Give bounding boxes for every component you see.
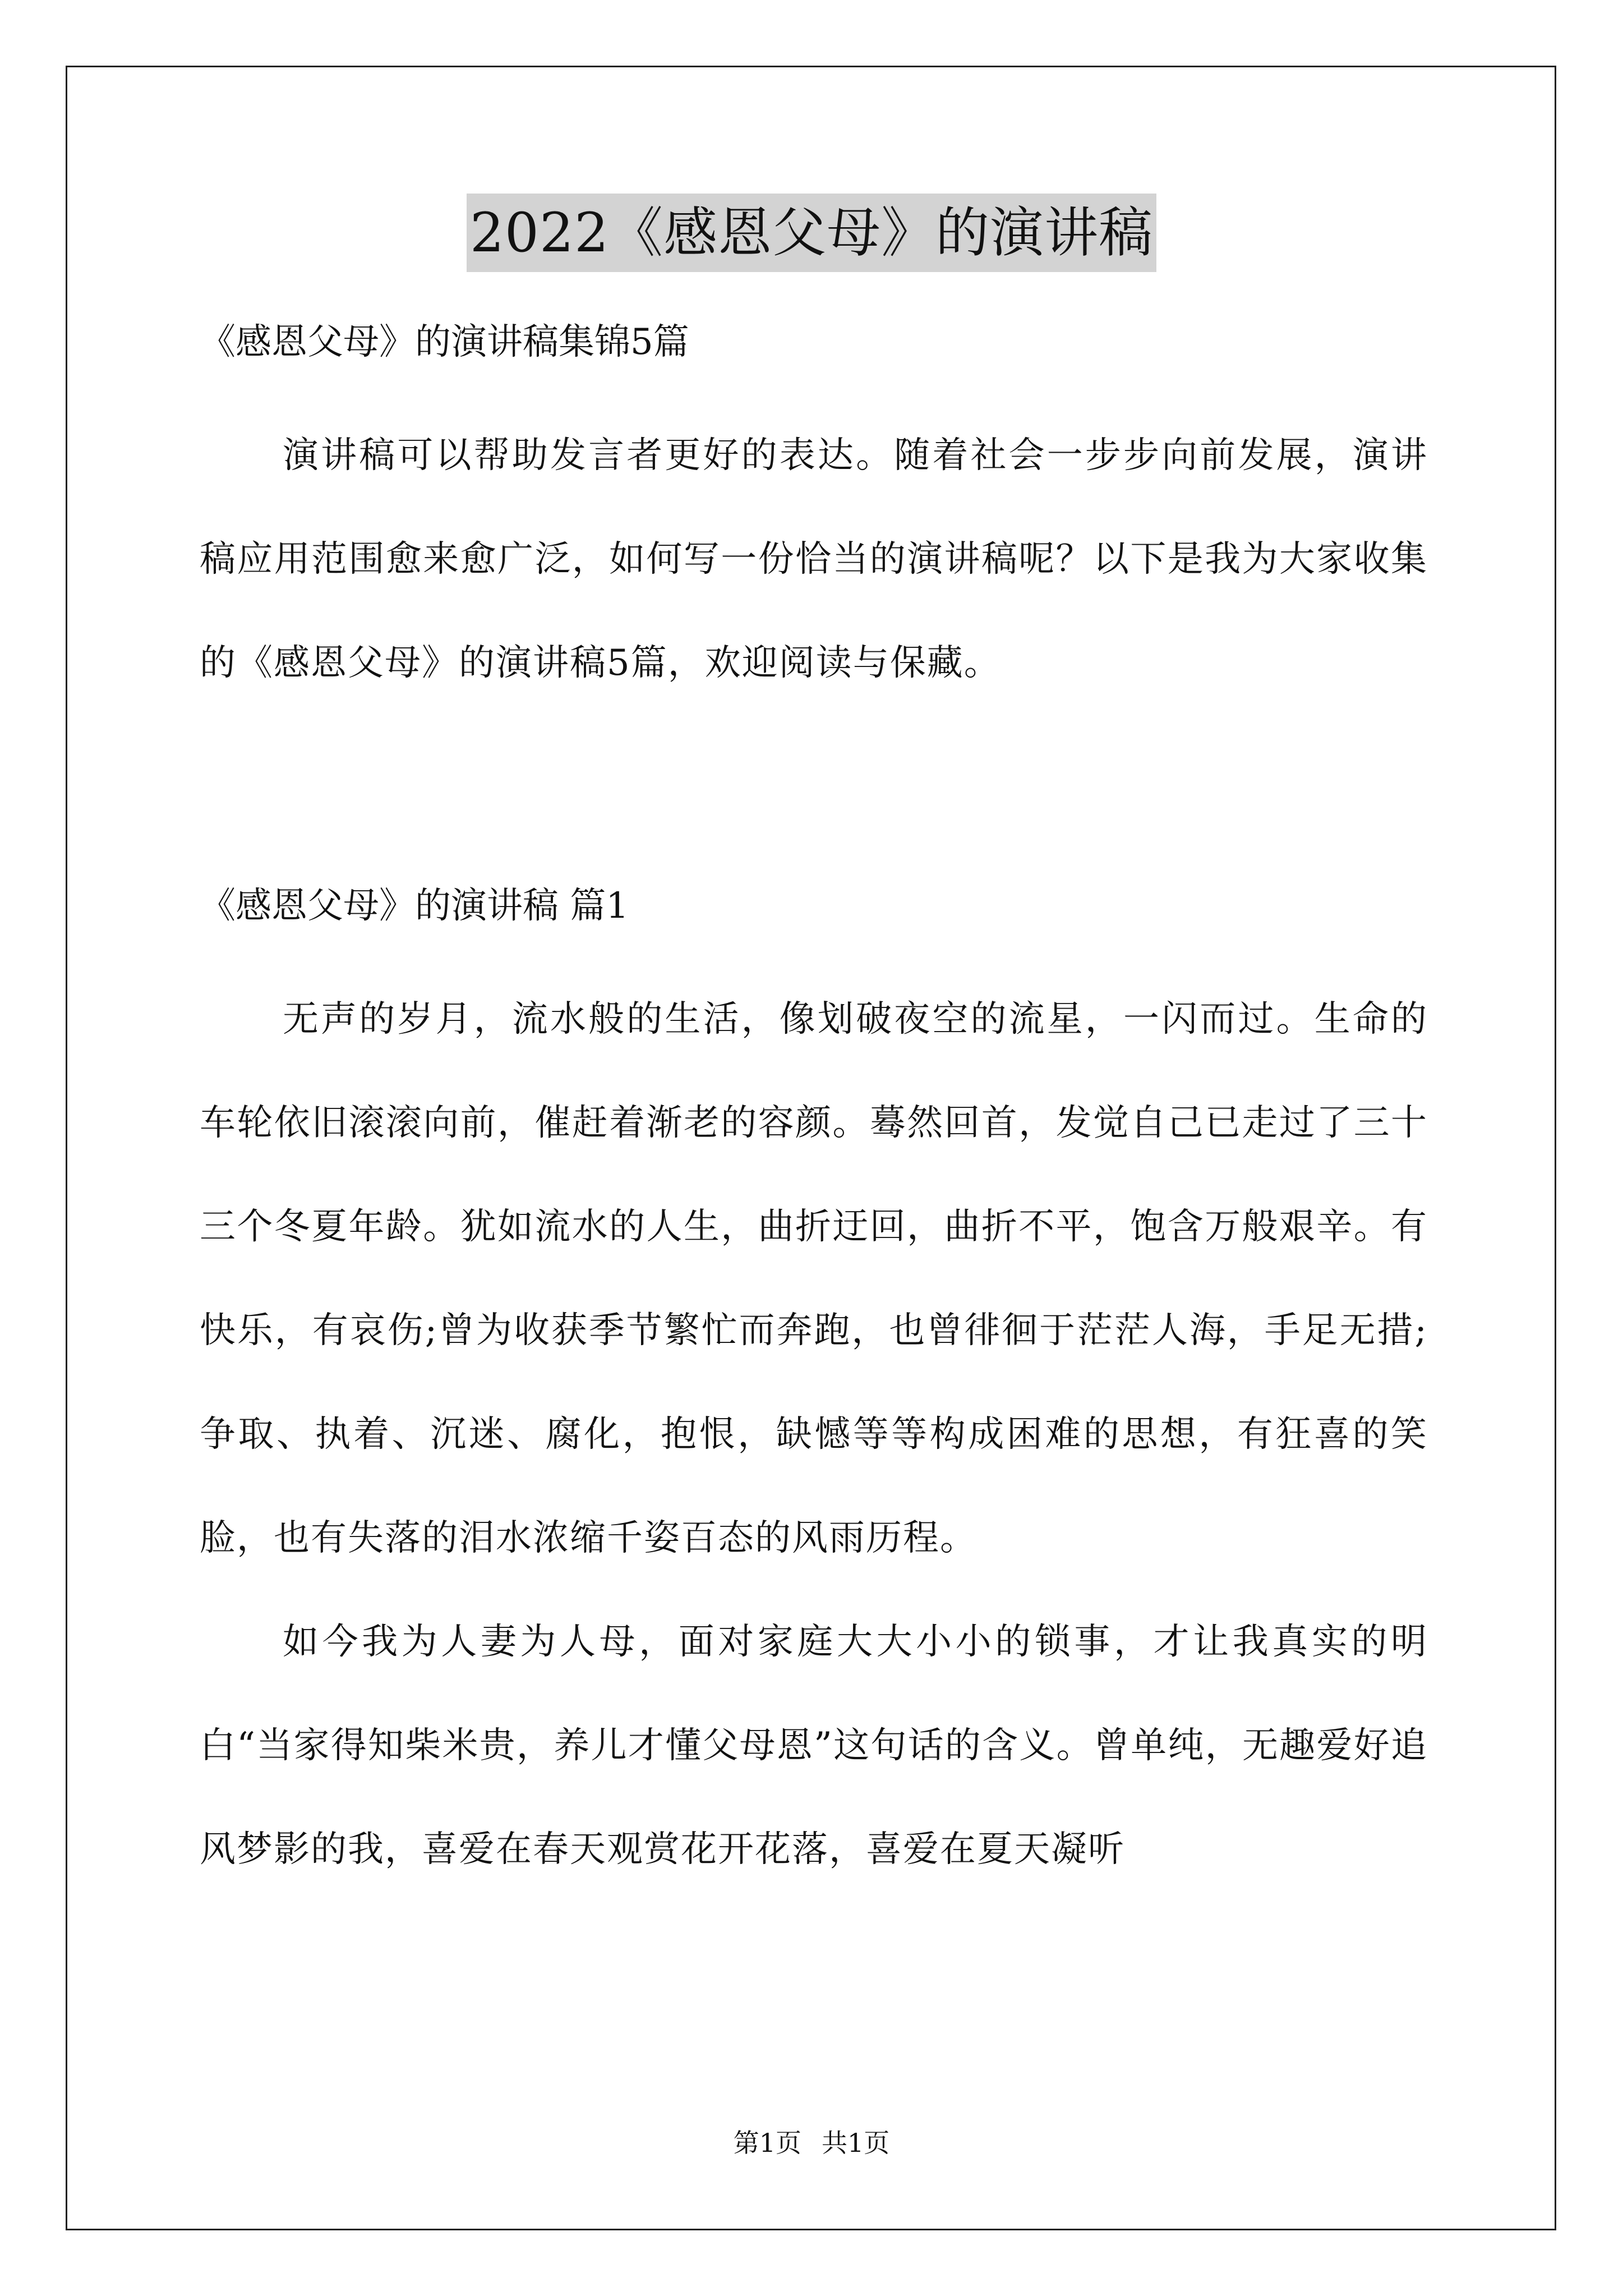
page-total: 共1页 [822,2128,890,2158]
intro-paragraph: 演讲稿可以帮助发言者更好的表达。随着社会一步步向前发展，演讲稿应用范围愈来愈广泛，如何写一份恰当的演讲稿呢？以下是我为大家收集的《感恩父母》的演讲稿5篇，欢迎阅读与保藏。 [200,435,1428,684]
body-paragraph: 无声的岁月，流水般的生活，像划破夜空的流星，一闪而过。生命的车轮依旧滚滚向前，催赶着渐老的容颜。蓦然回首，发觉自己已走过了三十三个冬夏年龄。犹如流水的人生，曲折迂回，曲折不平，饱含万般艰辛。有快乐，有哀伤;曾为收获季节繁忙而奔跑，也曾徘徊于茫茫人海，手足无措;争取、执着、沉迷、腐化，抱恨，缺憾等等构成困难的思想，有狂喜的笑脸，也有失落的泪水浓缩千姿百态的风雨历程。 [200,999,1428,1559]
page-number: 第1页 [733,2128,801,2158]
document-body [200,314,1428,1902]
section-body [200,968,1428,1902]
document-title: 2022《感恩父母》的演讲稿 [467,194,1156,272]
body-paragraph: 如今我为人妻为人母，面对家庭大大小小的锁事，才让我真实的明白“当家得知柴米贵，养儿才懂父母恩”这句话的含义。曾单纯，无趣爱好追风梦影的我，喜爱在春天观赏花开花落，喜爱在夏天凝听 [200,1621,1428,1870]
collection-title: 《感恩父母》的演讲稿集锦5篇 [200,321,689,363]
title-container [0,194,1623,272]
section-title: 《感恩父母》的演讲稿 篇1 [200,885,629,927]
page-footer [0,2126,1623,2160]
